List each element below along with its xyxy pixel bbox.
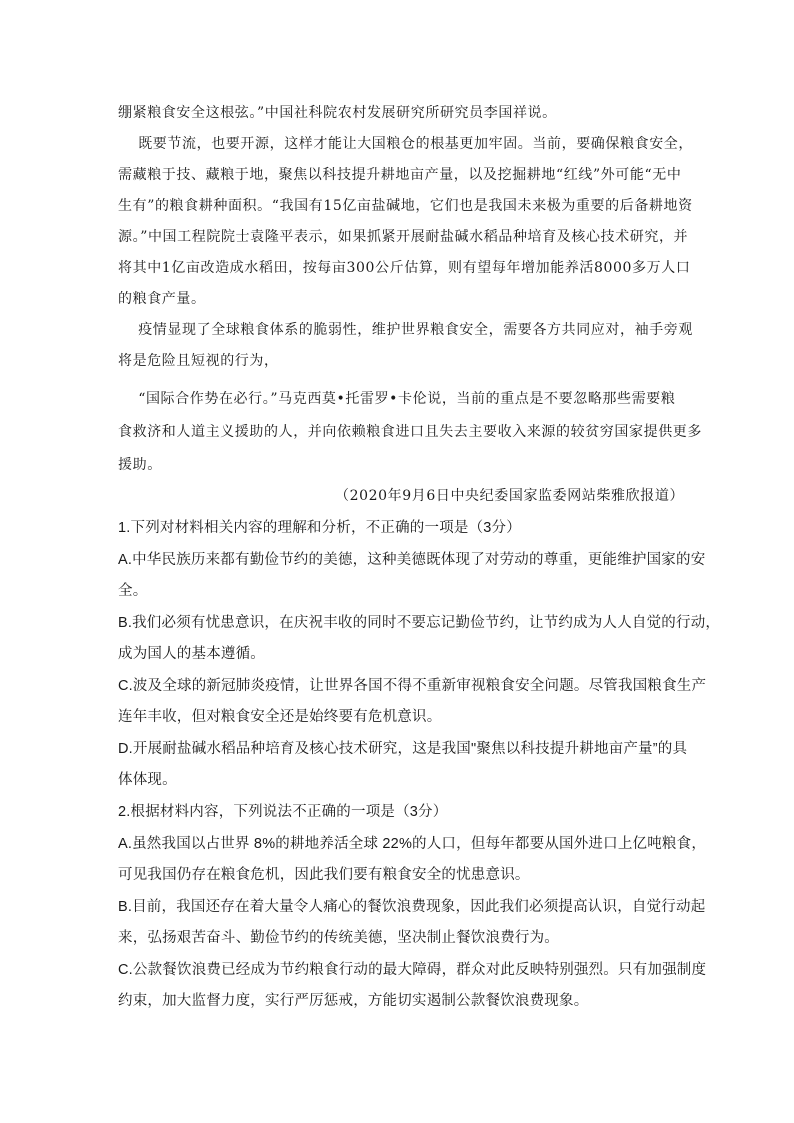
- option-text: A.中华民族历来都有勤俭节约的美德，这种美德既体现了对劳动的尊重，更能维护国家的安: [118, 551, 706, 568]
- option-text: C.波及全球的新冠肺炎疫情，让世界各国不得不重新审视粮食安全问题。尽管我国粮食生产: [118, 677, 707, 694]
- passage-paragraph-4: [118, 383, 702, 482]
- option-text: 可见我国仍存在粮食危机，因此我们要有粮食安全的忧患意识。: [118, 867, 530, 883]
- text-line: 食救济和人道主义援助的人，并向依赖粮食进口且失去主要收入来源的较贫穷国家提供更多: [118, 424, 702, 440]
- option-b[interactable]: [118, 608, 721, 671]
- option-c[interactable]: [118, 671, 707, 734]
- option-d[interactable]: [118, 734, 688, 797]
- option-text: D.开展耐盐碱水稻品种培育及核心技术研究，这是我国"聚焦以科技提升耕地亩产量”的具: [118, 740, 688, 757]
- text-line: 援助。: [118, 457, 162, 473]
- text-line: 疫情显现了全球粮食体系的脆弱性，维护世界粮食安全，需要各方共同应对，袖手旁观: [118, 322, 693, 338]
- text-line: 需藏粮于技、藏粮于地，聚焦以科技提升耕地亩产量，以及挖掘耕地“红线”外可能“无中: [118, 167, 682, 183]
- text-line: 既要节流，也要开源，这样才能让大国粮仓的根基更加牢固。当前，要确保粮食安全，: [118, 136, 693, 152]
- text-line: 生有”的粮食耕种面积。“我国有15亿亩盐碱地，它们也是我国未来极为重要的后备耕地资: [118, 198, 693, 214]
- question-stem: 2.根据材料内容，下列说法不正确的一项是（3分）: [118, 804, 448, 820]
- passage-paragraph-3: [118, 315, 693, 377]
- text-line: 将其中1亿亩改造成水稻田，按每亩300公斤估算，则有望每年增加能养活8000多万人口: [118, 260, 691, 276]
- passage-paragraph-2: [118, 129, 693, 315]
- option-text: B.我们必须有忧患意识，在庆祝丰收的同时不要忘记勤俭节约，让节约成为人人自觉的行动，: [118, 614, 721, 631]
- question-2: [118, 797, 707, 1018]
- text-line: “国际合作势在必行。”马克西莫•托雷罗•卡伦说，当前的重点是不要忽略那些需要粮: [118, 391, 676, 407]
- source-attribution: （2020年9月6日中央纪委国家监委网站柴雅欣报道）: [335, 488, 685, 504]
- passage-paragraph-1: [118, 98, 678, 129]
- text-line: 的粮食产量。: [118, 291, 206, 307]
- option-text: A.虽然我国以占世界 8%的耕地养活全球 22%的人口，但每年都要从国外进口上亿吨粮食，: [118, 835, 707, 852]
- option-text: 来，弘扬艰苦奋斗、勤俭节约的传统美德，坚决制止餐饮浪费行为。: [118, 930, 559, 946]
- option-b[interactable]: [118, 892, 706, 955]
- option-text: 体体现。: [118, 772, 177, 788]
- option-text: 约束，加大监督力度，实行严厉惩戒，方能切实遏制公款餐饮浪费现象。: [118, 993, 589, 1009]
- option-a[interactable]: [118, 829, 707, 892]
- option-text: 成为国人的基本遵循。: [118, 646, 265, 662]
- option-c[interactable]: [118, 955, 707, 1018]
- option-text: 全。: [118, 583, 148, 599]
- option-text: B.目前，我国还存在着大量令人痛心的餐饮浪费现象，因此我们必须提高认识，自觉行动起: [118, 898, 706, 915]
- text-line: 绷紧粮食安全这根弦。”中国社科院农村发展研究所研究员李国祥说。: [118, 105, 557, 121]
- option-a[interactable]: [118, 545, 706, 608]
- text-line: 源。”中国工程院院士袁隆平表示，如果抓紧开展耐盐碱水稻品种培育及核心技术研究，并: [118, 229, 689, 245]
- option-text: C.公款餐饮浪费已经成为节约粮食行动的最大障碍，群众对此反映特别强烈。只有加强制度: [118, 961, 707, 978]
- question-stem: 1.下列对材料相关内容的理解和分析，不正确的一项是（3分）: [118, 520, 521, 536]
- option-text: 连年丰收，但对粮食安全还是始终要有危机意识。: [118, 709, 442, 725]
- question-1: [118, 513, 721, 797]
- text-line: 将是危险且短视的行为，: [118, 353, 279, 369]
